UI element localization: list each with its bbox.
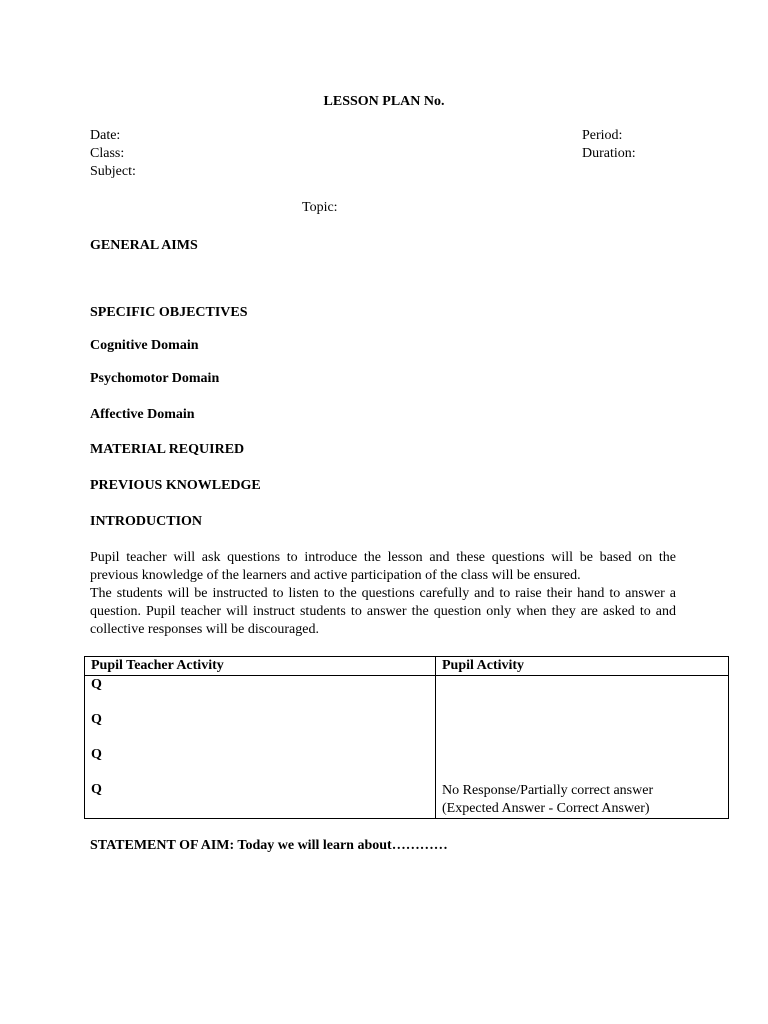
activity-table bbox=[84, 656, 729, 819]
date-label: Date: bbox=[90, 128, 121, 143]
pupil-teacher-activity-header: Pupil Teacher Activity bbox=[85, 657, 436, 676]
pupil-activity-header: Pupil Activity bbox=[436, 657, 729, 676]
table-row bbox=[85, 676, 729, 819]
question-3: Q bbox=[91, 747, 102, 762]
cognitive-domain-heading: Cognitive Domain bbox=[90, 338, 199, 353]
material-required-heading: MATERIAL REQUIRED bbox=[90, 442, 245, 457]
pupil-response-1: No Response/Partially correct answer bbox=[442, 783, 654, 798]
general-aims-heading: GENERAL AIMS bbox=[90, 238, 198, 253]
subject-label: Subject: bbox=[90, 164, 136, 179]
teacher-questions-cell bbox=[85, 676, 436, 819]
introduction-text bbox=[90, 549, 676, 639]
table-header-row bbox=[85, 657, 729, 676]
class-label: Class: bbox=[90, 146, 125, 161]
specific-objectives-heading: SPECIFIC OBJECTIVES bbox=[90, 305, 248, 320]
pupil-response-2: (Expected Answer - Correct Answer) bbox=[442, 801, 650, 816]
previous-knowledge-heading: PREVIOUS KNOWLEDGE bbox=[90, 478, 261, 493]
introduction-paragraph-2: The students will be instructed to listen to the questions carefully and to raise their hand to answer a question. Pupil teacher will instruct students to answer the question only when they are asked to and collective responses will be discouraged. bbox=[90, 586, 676, 637]
introduction-paragraph-1: Pupil teacher will ask questions to introduce the lesson and these questions will be based on the previous knowledge of the learners and active participation of the class will be ensured. bbox=[90, 550, 676, 583]
question-1: Q bbox=[91, 677, 102, 692]
pupil-activity-cell bbox=[436, 676, 729, 819]
psychomotor-domain-heading: Psychomotor Domain bbox=[90, 371, 220, 386]
question-2: Q bbox=[91, 712, 102, 727]
introduction-heading: INTRODUCTION bbox=[90, 514, 203, 529]
topic-label: Topic: bbox=[302, 200, 338, 215]
duration-label: Duration: bbox=[582, 146, 636, 161]
period-label: Period: bbox=[582, 128, 623, 143]
pupil-responses bbox=[442, 782, 653, 818]
statement-of-aim: STATEMENT OF AIM: Today we will learn about………… bbox=[90, 838, 448, 853]
affective-domain-heading: Affective Domain bbox=[90, 407, 195, 422]
document-title: LESSON PLAN No. bbox=[323, 94, 445, 109]
question-4: Q bbox=[91, 782, 102, 797]
